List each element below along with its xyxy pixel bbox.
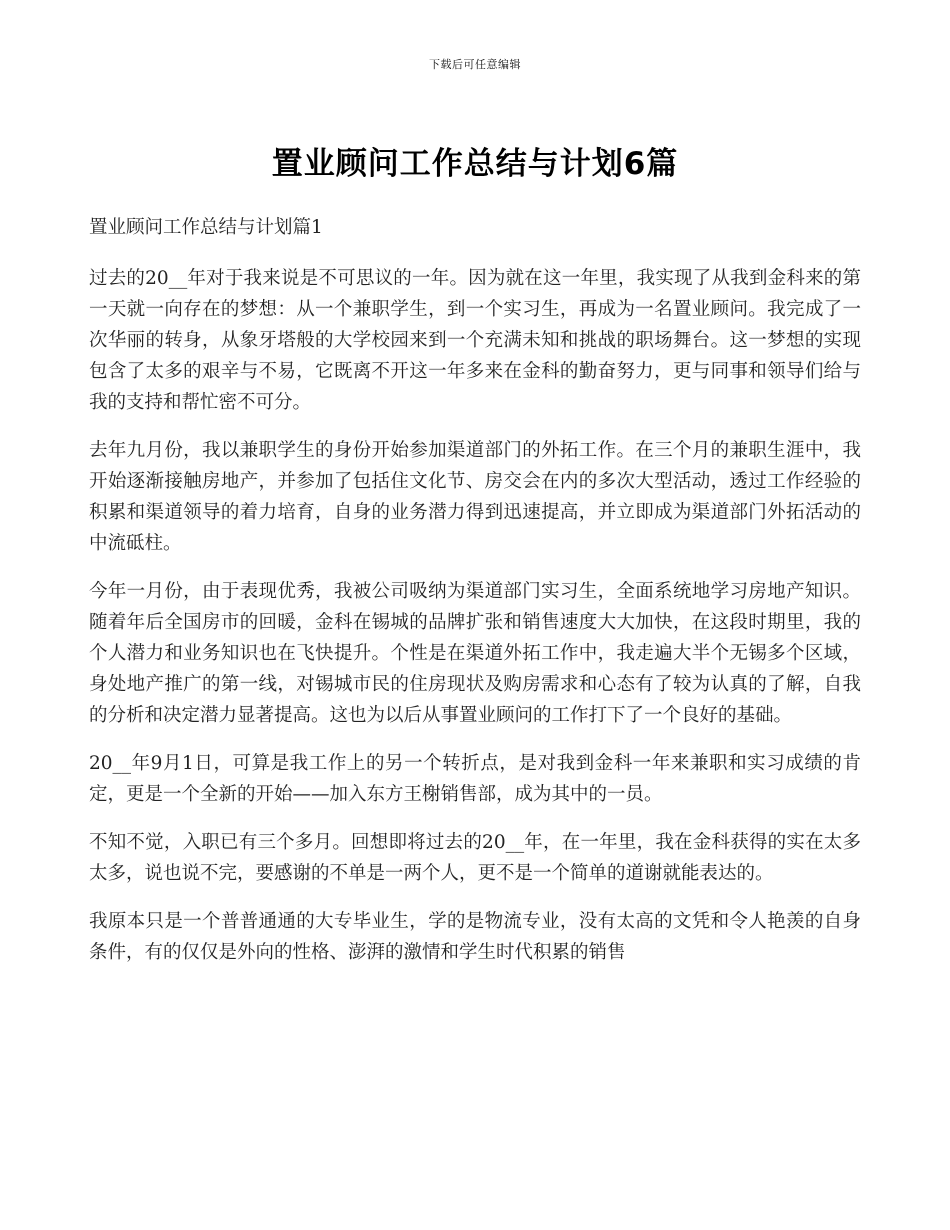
paragraph: 我原本只是一个普普通通的大专毕业生，学的是物流专业，没有太高的文凭和令人艳羡的自身条件，有的仅仅是外向的性格、澎湃的激情和学生时代积累的销售	[89, 911, 861, 963]
paragraph: 20__年9月1日，可算是我工作上的另一个转折点，是对我到金科一年来兼职和实习成绩的肯定，更是一个全新的开始——加入东方王榭销售部，成为其中的一员。	[89, 753, 861, 805]
paragraph: 去年九月份，我以兼职学生的身份开始参加渠道部门的外拓工作。在三个月的兼职生涯中，我开始逐渐接触房地产，并参加了包括住文化节、房交会在内的多次大型活动，透过工作经验的积累和渠道领导的着力培育，自身的业务潜力得到迅速提高，并立即成为渠道部门外拓活动的中流砥柱。	[89, 440, 861, 554]
paragraph: 今年一月份，由于表现优秀，我被公司吸纳为渠道部门实习生，全面系统地学习房地产知识。随着年后全国房市的回暖，金科在锡城的品牌扩张和销售速度大大加快，在这段时期里，我的个人潜力和业务知识也在飞快提升。个性是在渠道外拓工作中，我走遍大半个无锡多个区域，身处地产推广的第一线，对锡城市民的住房现状及购房需求和心态有了较为认真的了解，自我的分析和决定潜力显著提高。这也为以后从事置业顾问的工作打下了一个良好的基础。	[89, 581, 861, 726]
section-heading: 置业顾问工作总结与计划篇1	[89, 217, 323, 238]
header-note: 下载后可任意编辑	[429, 58, 521, 71]
paragraph: 过去的20__年对于我来说是不可思议的一年。因为就在这一年里，我实现了从我到金科来的第一天就一向存在的梦想：从一个兼职学生，到一个实习生，再成为一名置业顾问。我完成了一次华丽的转身，从象牙塔般的大学校园来到一个充满未知和挑战的职场舞台。这一梦想的实现包含了太多的艰辛与不易，它既离不开这一年多来在金科的勤奋努力，更与同事和领导们给与我的支持和帮忙密不可分。	[89, 268, 861, 413]
paragraph: 不知不觉，入职已有三个多月。回想即将过去的20__年，在一年里，我在金科获得的实在太多太多，说也说不完，要感谢的不单是一两个人，更不是一个简单的道谢就能表达的。	[89, 832, 861, 884]
document-title: 置业顾问工作总结与计划6篇	[271, 146, 679, 182]
document-body	[89, 212, 861, 985]
